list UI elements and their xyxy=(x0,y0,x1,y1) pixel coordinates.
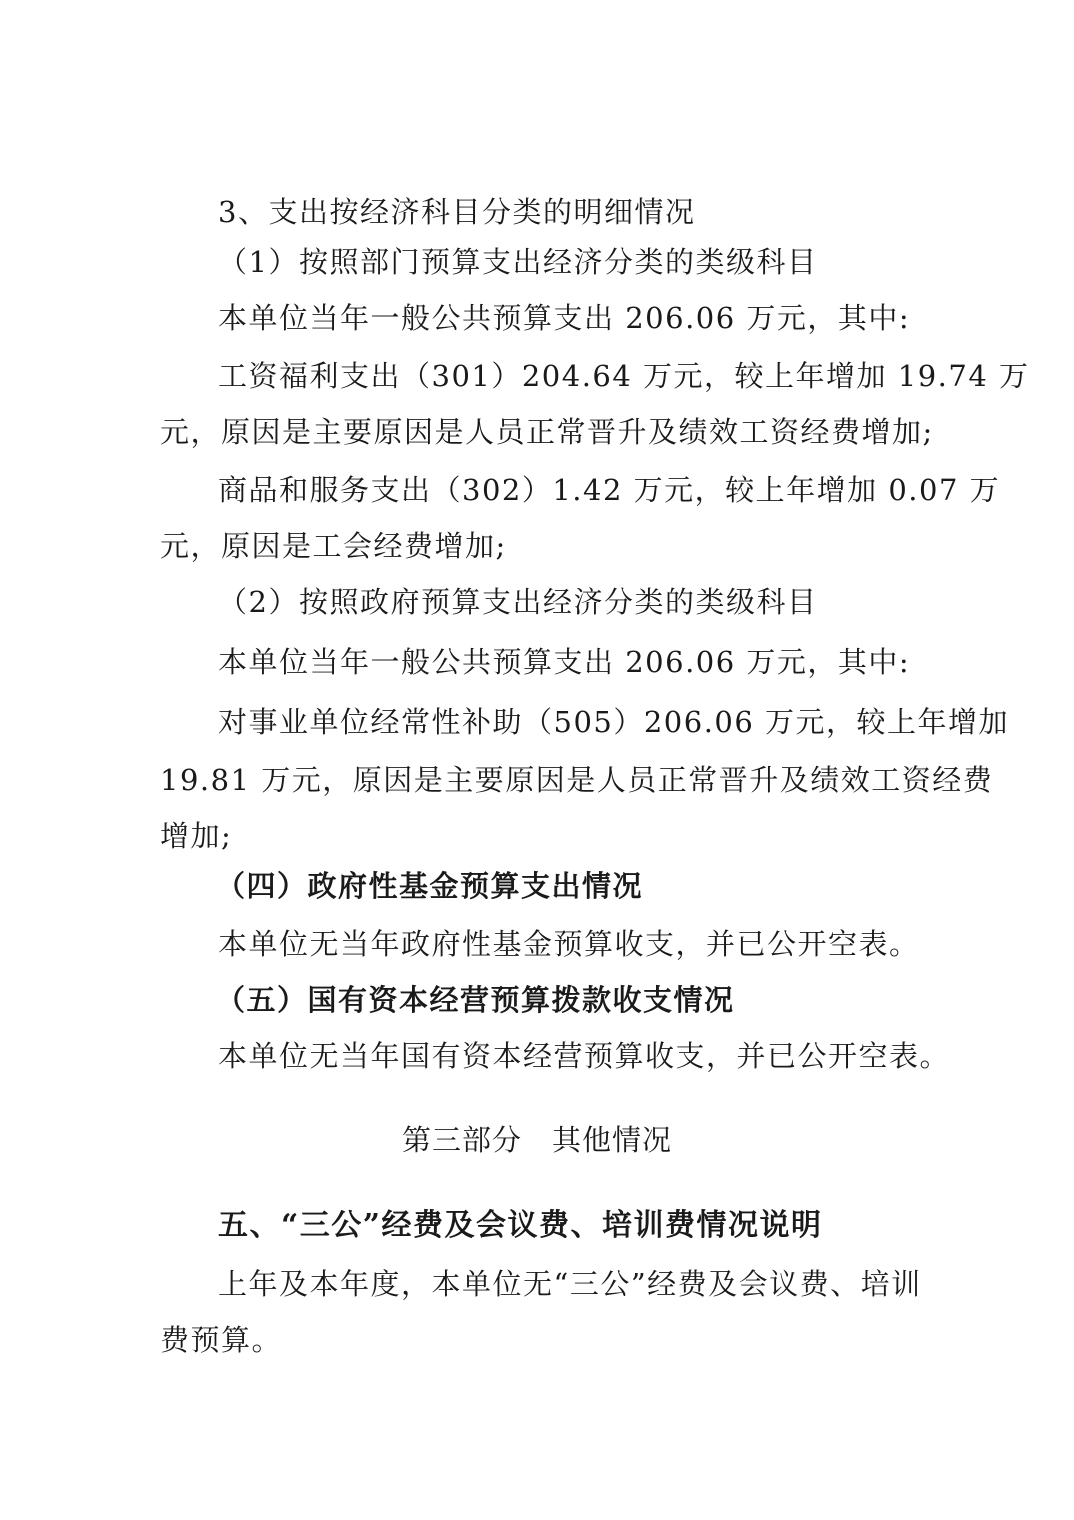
subheading-economic-classification: 3、支出按经济科目分类的明细情况 xyxy=(218,195,696,229)
paragraph-line: 本单位无当年国有资本经营预算收支，并已公开空表。 xyxy=(218,1039,951,1073)
paragraph-line: 本单位当年一般公共预算支出 206.06 万元，其中: xyxy=(218,645,911,679)
paragraph-line: 本单位当年一般公共预算支出 206.06 万元，其中: xyxy=(218,301,911,335)
paragraph-line: 费预算。 xyxy=(160,1323,283,1357)
heading-gov-fund: （四）政府性基金预算支出情况 xyxy=(216,869,644,903)
subheading-department-budget: （1）按照部门预算支出经济分类的类级科目 xyxy=(218,245,818,279)
paragraph-line: 元，原因是工会经费增加; xyxy=(160,529,507,563)
paragraph-line: 对事业单位经常性补助（505）206.06 万元，较上年增加 xyxy=(218,705,1010,739)
paragraph-line: 增加; xyxy=(160,819,233,853)
heading-state-capital: （五）国有资本经营预算拨款收支情况 xyxy=(216,983,735,1017)
paragraph-line: 元，原因是主要原因是人员正常晋升及绩效工资经费增加; xyxy=(160,415,934,449)
paragraph-line: 19.81 万元，原因是主要原因是人员正常晋升及绩效工资经费 xyxy=(160,763,994,797)
paragraph-line: 上年及本年度，本单位无“三公”经费及会议费、培训 xyxy=(218,1267,922,1301)
paragraph-line: 商品和服务支出（302）1.42 万元，较上年增加 0.07 万 xyxy=(218,473,1001,507)
paragraph-line: 本单位无当年政府性基金预算收支，并已公开空表。 xyxy=(218,927,920,961)
subheading-government-budget: （2）按照政府预算支出经济分类的类级科目 xyxy=(218,585,818,619)
paragraph-line: 工资福利支出（301）204.64 万元，较上年增加 19.74 万 xyxy=(218,359,1030,393)
heading-three-public-expenses: 五、“三公”经费及会议费、培训费情况说明 xyxy=(218,1208,823,1243)
part-three-title: 第三部分 其他情况 xyxy=(401,1123,672,1157)
